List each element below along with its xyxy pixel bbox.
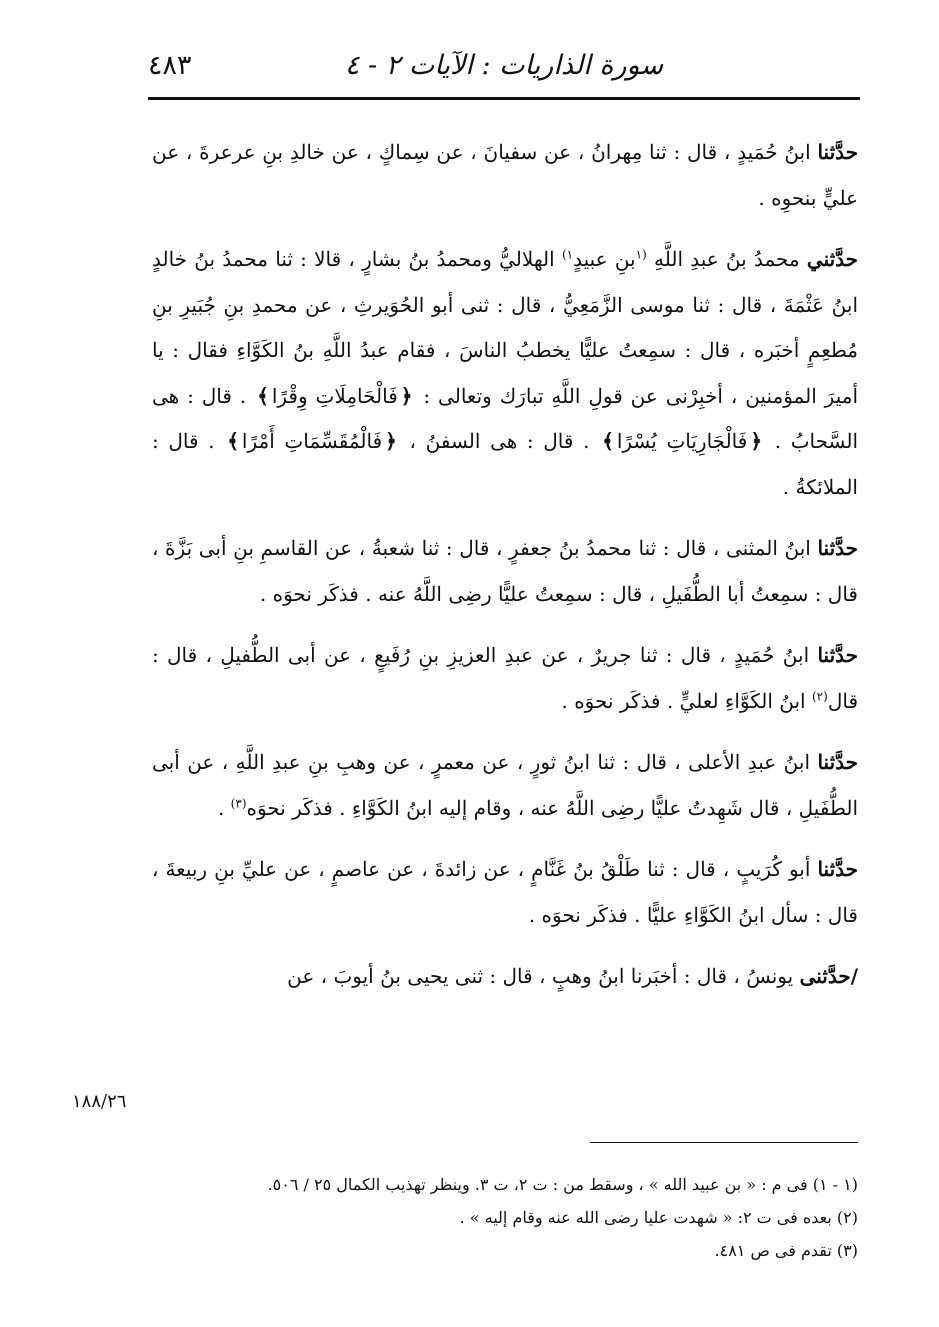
running-header xyxy=(148,40,860,92)
paragraph-text: الهلاليُّ ومحمدُ بنُ بشارٍ ، قالا : ثنا محمدُ بنُ خالدٍ ابنُ عَثْمَةَ ، قال : ثنا موسى الزَّمَعِيُّ ، قال : ثنى أبو الحُوَيرثِ ، عن محمدِ بنِ جُبَيرِ بنِ مُطعِمٍ أخبَره ، قال : سمِعتُ عليًّا يخطبُ الناسَ ، فقام عبدُ اللَّهِ بنُ الكَوَّاءِ فقال : يا أميرَ المؤمنين ، أخبِرْنى عن قولِ اللَّهِ تبارَك وتعالى : xyxy=(152,247,858,408)
paragraph-4 xyxy=(152,633,858,724)
quran-bracket-open: ﴿ xyxy=(400,383,413,408)
paragraph-text: . xyxy=(217,795,225,820)
paragraph-6 xyxy=(152,847,858,938)
paragraph-text: . قال : هى السفنُ ، xyxy=(409,429,590,453)
page-number: ٤٨٣ xyxy=(148,50,192,81)
paragraph-text: ابنُ المثنى ، قال : ثنا محمدُ بنُ جعفرٍ ، قال : ثنا شعبةُ ، عن القاسمِ بنِ أبى بَزَّةَ ، قال : سمِعتُ أبا الطُّفَيلِ ، قال : سمِعتُ عليًّا رضِى اللَّهُ عنه . فذكَر نحوَه . xyxy=(152,536,858,606)
paragraph-lead: حدَّثنا xyxy=(817,140,859,164)
footnote-2: (٢) بعده فى ت ٢: « شهدت عليا رضى الله عنه وقام إليه » . xyxy=(459,1208,858,1227)
paragraph-1 xyxy=(152,130,858,221)
paragraph-text: . قال : هى السَّحابُ . xyxy=(152,383,859,453)
paragraph-text: ابنُ حُمَيدٍ ، قال : ثنا مِهرانُ ، عن سفيانَ ، عن سِماكٍ ، عن خالدِ بنِ عرعرةَ ، عن عليٍّ بنحوِه . xyxy=(152,140,858,210)
quran-verse: فَالْجَارِيَاتِ يُسْرًا xyxy=(616,429,748,453)
footnote-1: (١ - ١) فى م : « بن عبيد الله » ، وسقط من : ت ٢، ت ٣. وينظر تهذيب الكمال ٢٥ / ٥٠٦. xyxy=(267,1175,858,1194)
margin-reference: ١٨٨/٢٦ xyxy=(72,1091,127,1112)
paragraph-lead: /حدَّثنى xyxy=(799,964,858,988)
footnotes xyxy=(152,1168,858,1267)
footnote-marker: (١ xyxy=(635,247,647,262)
footnote-marker: (٢) xyxy=(811,688,828,703)
quran-bracket-open: ﴿ xyxy=(750,429,763,453)
paragraph-3 xyxy=(152,526,858,617)
footnote-marker: ١) xyxy=(561,247,574,262)
paragraph-text: أبو كُرَيبٍ ، قال : ثنا طَلْقُ بنُ غَنَّامٍ ، عن زائدةَ ، عن عاصمٍ ، عن عليِّ بنِ ربيعةَ ، قال : سأل ابنُ الكَوَّاءِ عليًّا . فذكَر نحوَه . xyxy=(152,857,858,927)
paragraph-text: بنِ عبيدٍ xyxy=(573,247,636,271)
paragraph-lead: حدَّثنا xyxy=(817,750,858,774)
footnote-3: (٣) تقدم فى ص ٤٨١. xyxy=(714,1241,858,1260)
main-text xyxy=(152,130,858,1016)
footnote-rule xyxy=(590,1142,858,1143)
paragraph-lead: حدَّثني xyxy=(806,247,859,271)
paragraph-2 xyxy=(152,237,858,510)
quran-verse: فَالْمُقَسِّمَاتِ أَمْرًا xyxy=(241,429,383,453)
paragraph-text: محمدُ بنُ عبدِ اللَّهِ xyxy=(654,247,800,271)
paragraph-lead: حدَّثنا xyxy=(817,536,859,560)
quran-bracket-close: ﴾ xyxy=(602,429,614,453)
footnote-marker: (٣) xyxy=(230,795,247,810)
paragraph-5 xyxy=(152,740,858,831)
paragraph-text: ابنُ الكَوَّاءِ لعليٍّ . فذكَر نحوَه . xyxy=(561,688,806,713)
paragraph-text: ابنُ حُمَيدٍ ، قال : ثنا جريرٌ ، عن عبدِ العزيزِ بنِ رُفَيعٍ ، عن أبى الطُّفيلِ ، قال : قال xyxy=(152,643,858,713)
paragraph-text: يونسُ ، قال : أخبَرنا ابنُ وهبٍ ، قال : ثنى يحيى بنُ أيوبَ ، عن xyxy=(287,964,794,988)
paragraph-lead: حدَّثنا xyxy=(817,857,858,881)
quran-bracket-open: ﴿ xyxy=(385,429,397,453)
quran-bracket-close: ﴾ xyxy=(227,429,239,453)
paragraph-7 xyxy=(152,954,858,1000)
header-rule xyxy=(148,97,860,100)
running-header-title: سورة الذاريات : الآيات ٢ - ٤ xyxy=(344,50,664,81)
quran-verse: فَالْحَامِلَاتِ وِقْرًا xyxy=(271,383,398,408)
paragraph-lead: حدَّثنا xyxy=(817,643,858,667)
paragraph-text: ابنُ عبدِ الأعلى ، قال : ثنا ابنُ ثورٍ ، عن معمرٍ ، عن وهبِ بنِ عبدِ اللَّهِ ، عن أبى الطُّفَيلِ ، قال شَهِدتُ عليًّا رضِى اللَّهُ عنه ، وقام إليه ابنُ الكَوَّاءِ . فذكَر نحوَه xyxy=(152,750,858,820)
quran-bracket-close: ﴾ xyxy=(257,383,269,408)
paragraph-text: . قال : الملائكةُ . xyxy=(152,429,858,499)
